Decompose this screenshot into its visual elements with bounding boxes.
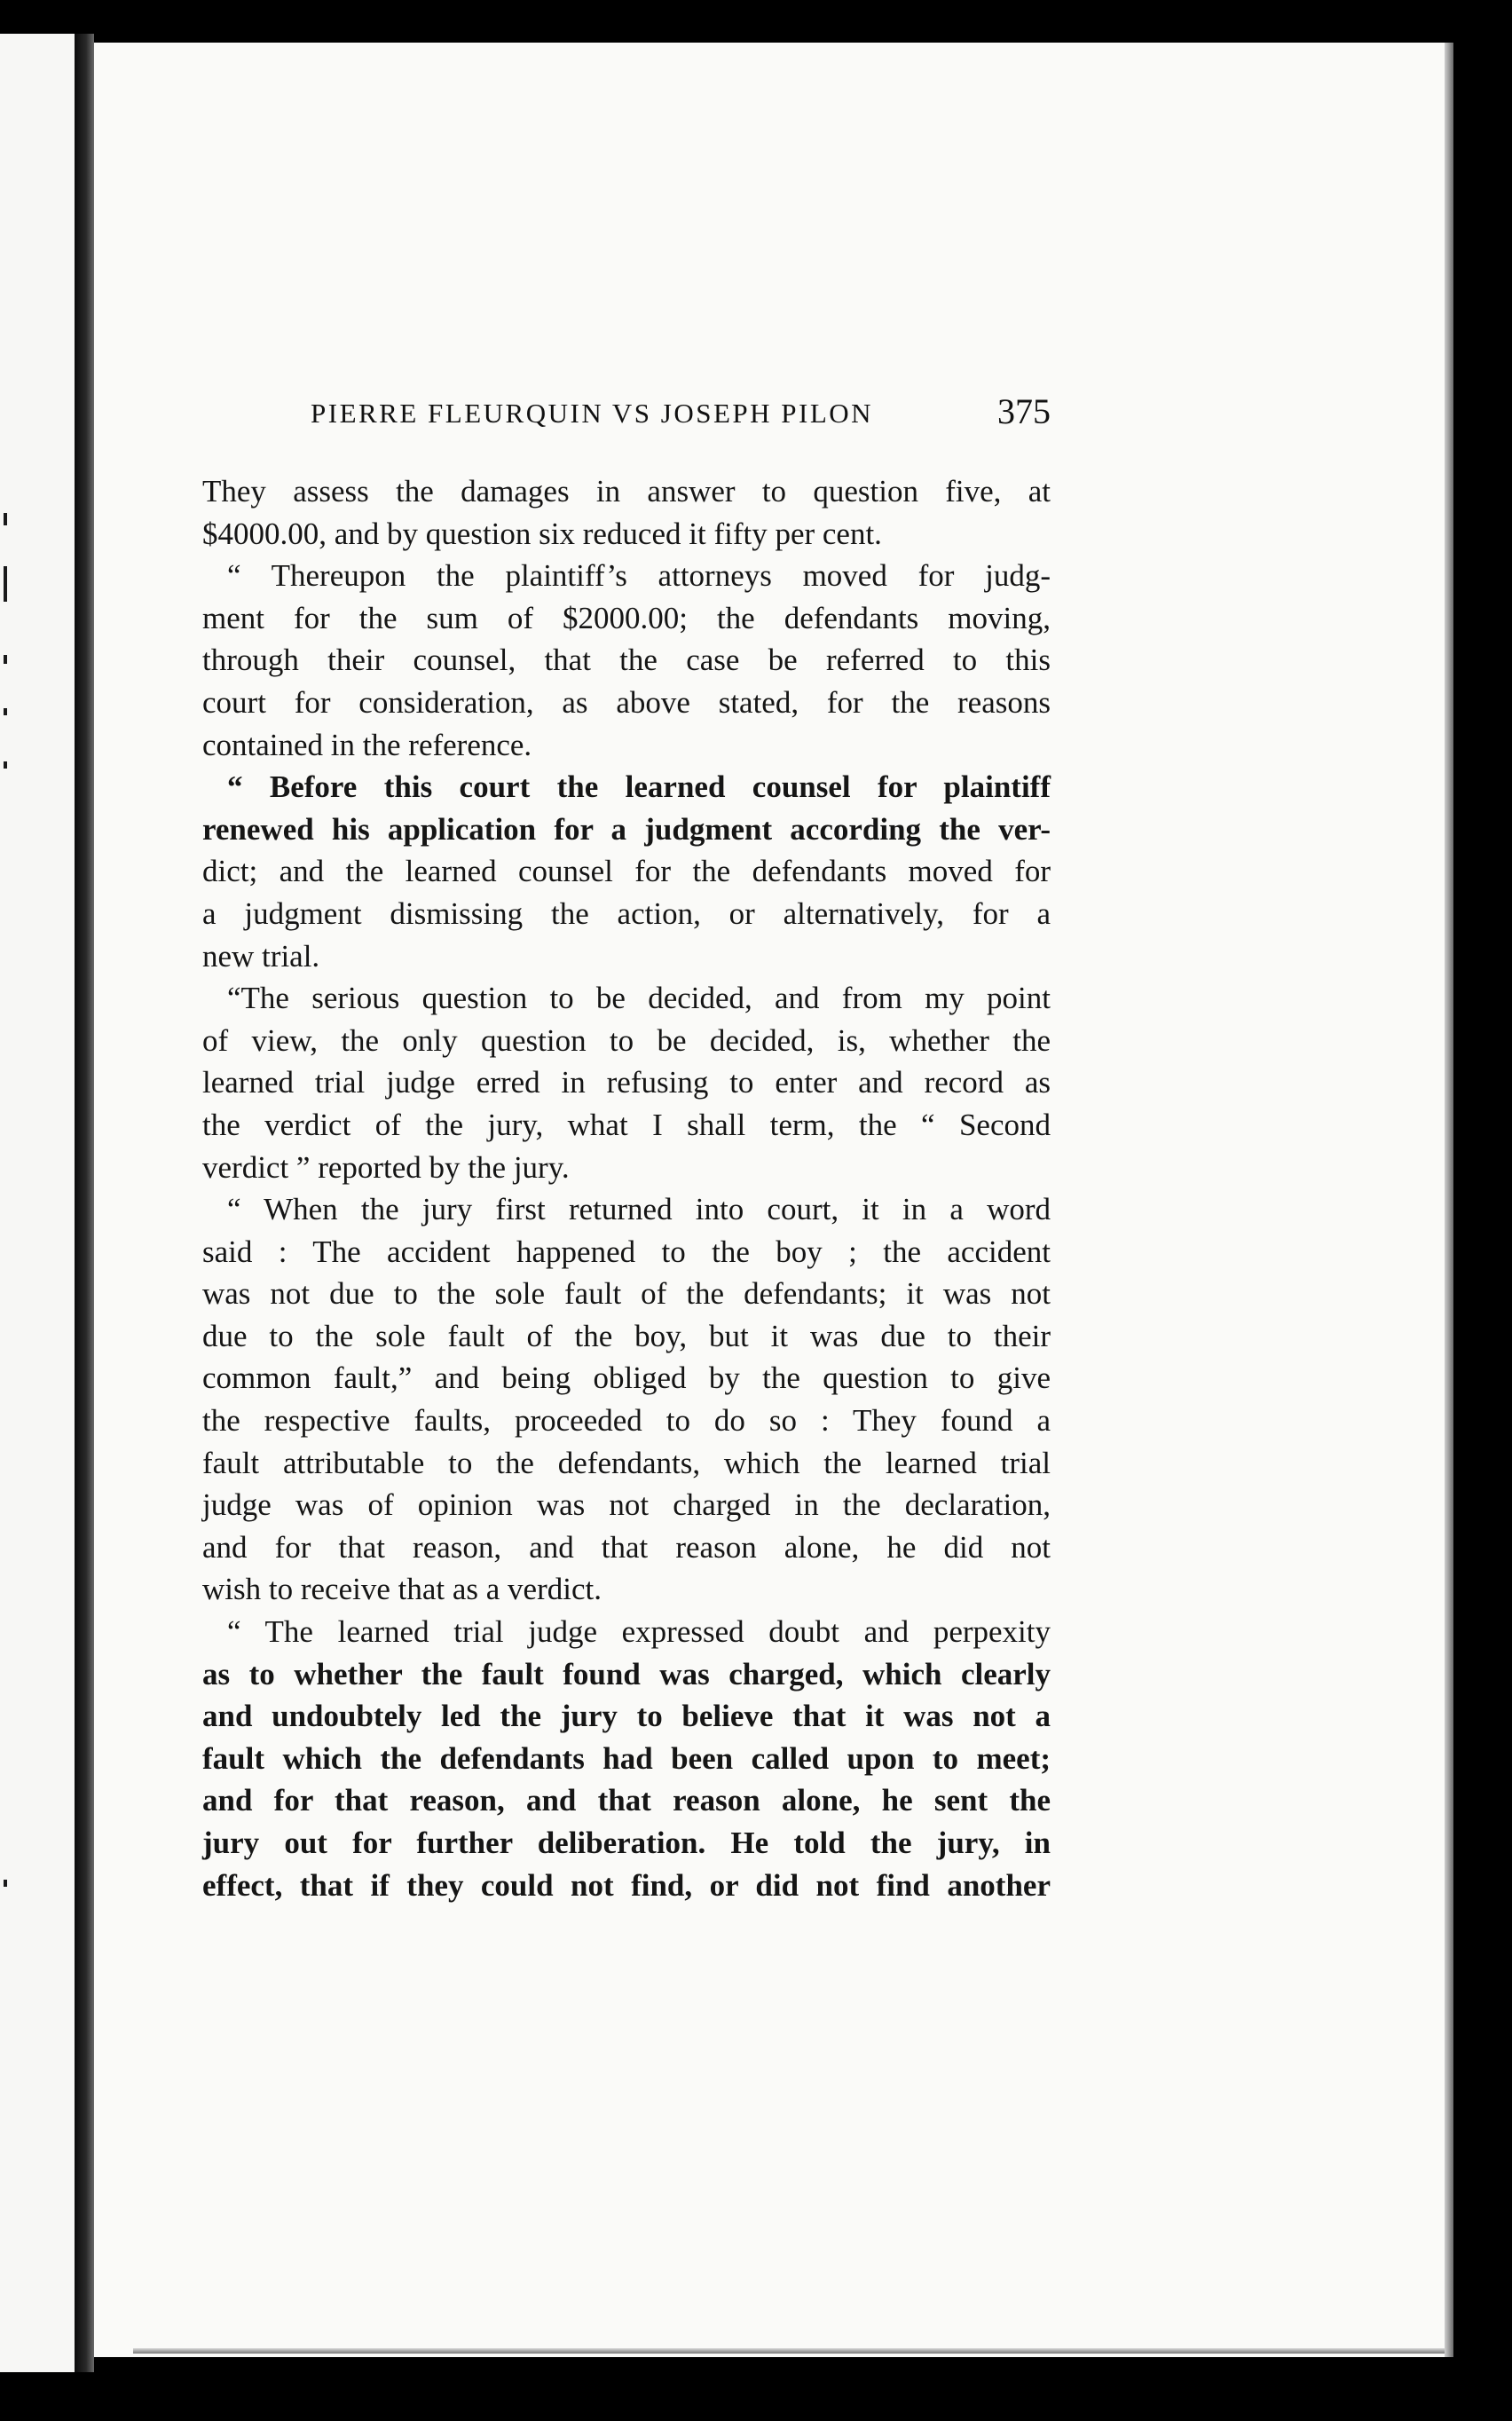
text-line: due to the sole fault of the boy, but it was due to their xyxy=(202,1318,1051,1353)
text-line: through their counsel, that the case be referred to this xyxy=(202,643,1051,678)
text-line: “ When the jury first returned into court, it in a word xyxy=(227,1192,1051,1227)
text-line: learned trial judge erred in refusing to enter and record as xyxy=(202,1065,1051,1100)
text-line: new trial. xyxy=(202,938,320,974)
text-line: “ Before this court the learned counsel for plaintiff xyxy=(227,769,1051,805)
page-number: 375 xyxy=(997,391,1051,431)
text-line: fault attributable to the defendants, which the learned trial xyxy=(202,1445,1051,1480)
text-line: court for consideration, as above stated, for the reasons xyxy=(202,684,1051,720)
text-line: judge was of opinion was not charged in the declaration, xyxy=(202,1487,1051,1523)
text-line: a judgment dismissing the action, or alternatively, for a xyxy=(202,895,1051,931)
text-line: of view, the only question to be decided, is, whether the xyxy=(202,1022,1051,1058)
text-line: was not due to the sole fault of the defendants; it was not xyxy=(202,1276,1051,1312)
text-line: effect, that if they could not find, or did not find another xyxy=(202,1867,1051,1903)
text-line: $4000.00, and by question six reduced it fifty per cent. xyxy=(202,516,882,551)
text-line: renewed his application for a judgment according the ver- xyxy=(202,811,1051,847)
body-text xyxy=(202,470,1051,1906)
text-line: as to whether the fault found was charged, which clearly xyxy=(202,1656,1051,1692)
book-gutter xyxy=(75,34,94,2372)
text-line: “The serious question to be decided, and from my point xyxy=(227,981,1051,1016)
text-line: verdict ” reported by the jury. xyxy=(202,1149,570,1185)
text-line: ment for the sum of $2000.00; the defendants moving, xyxy=(202,600,1051,635)
text-line: said : The accident happened to the boy ; the accident xyxy=(202,1234,1051,1269)
text-line: “ The learned trial judge expressed doubt and perpexity xyxy=(227,1614,1051,1650)
text-line: the respective faults, proceeded to do so : They found a xyxy=(202,1403,1051,1439)
text-line: the verdict of the jury, what I shall term, the “ Second xyxy=(202,1107,1051,1142)
left-page-margin-marks xyxy=(0,34,12,2372)
text-line: and undoubtely led the jury to believe that it was not a xyxy=(202,1699,1051,1734)
text-line: wish to receive that as a verdict. xyxy=(202,1572,602,1607)
running-head xyxy=(202,390,1051,435)
text-line: They assess the damages in answer to question five, at xyxy=(202,474,1051,509)
text-line: “ Thereupon the plaintiff’s attorneys moved for judg- xyxy=(227,558,1051,594)
text-line: dict; and the learned counsel for the defendants moved for xyxy=(202,854,1051,889)
text-line: contained in the reference. xyxy=(202,727,532,762)
text-line: fault which the defendants had been called upon to meet; xyxy=(202,1740,1051,1776)
text-line: common fault,” and being obliged by the question to give xyxy=(202,1360,1051,1396)
text-line: and for that reason, and that reason alone, he did not xyxy=(202,1529,1051,1565)
page-edge-bottom xyxy=(133,2348,1445,2354)
text-line: jury out for further deliberation. He told the jury, in xyxy=(202,1826,1051,1860)
page-edge-right xyxy=(1445,43,1453,2357)
running-title: PIERRE FLEURQUIN VS JOSEPH PILON xyxy=(311,398,874,429)
text-line: and for that reason, and that reason alone, he sent the xyxy=(202,1783,1051,1818)
